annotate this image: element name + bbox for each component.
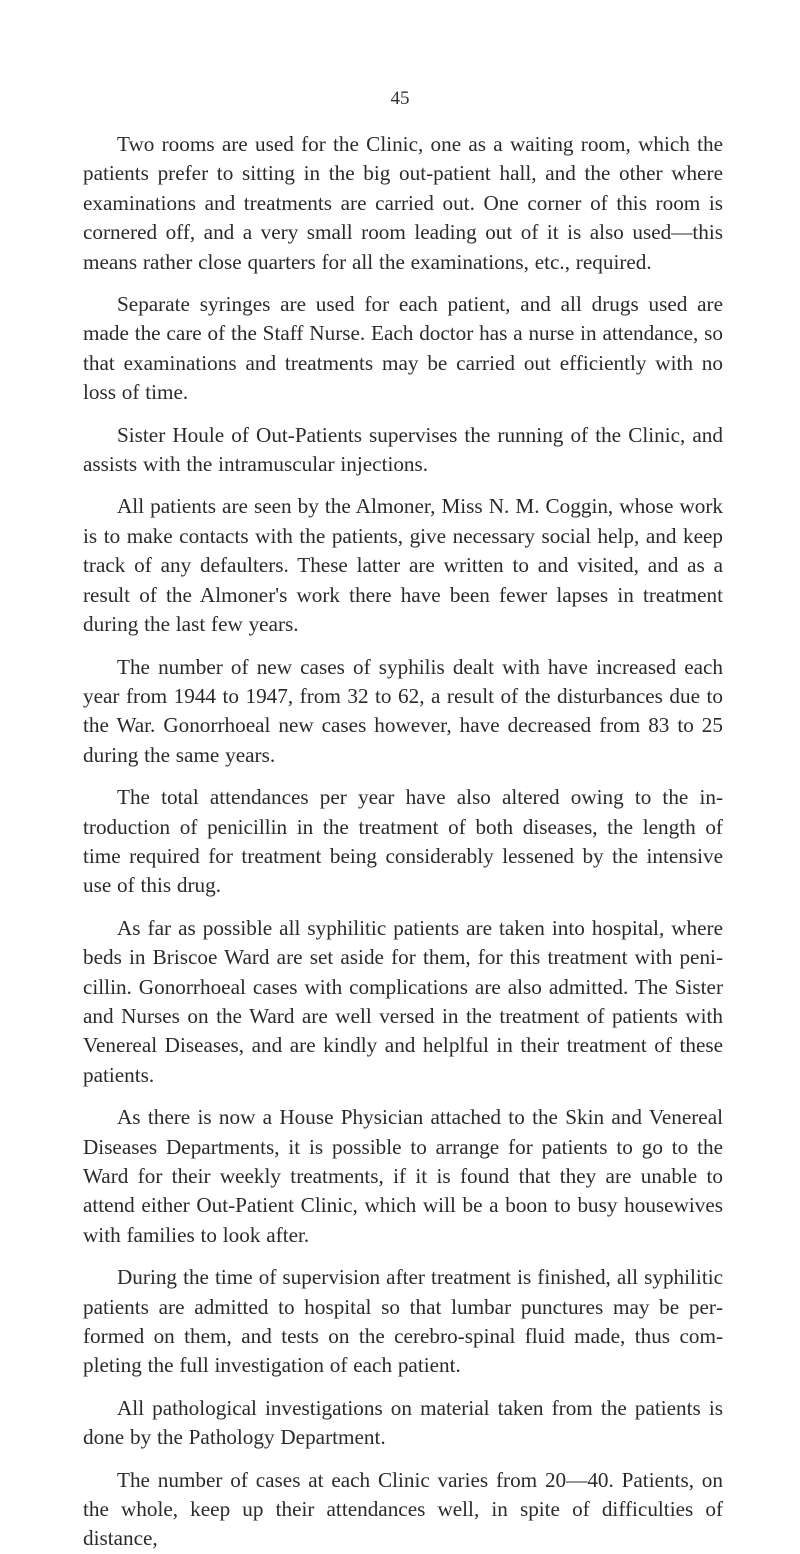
- paragraph-hospital-admission: As far as possible all syphilitic patients are taken into hospital, where beds in Briscoe Ward are set aside for them, for this treatment with penicillin. Gonorrhoeal cases with complications are also admitted. The Sister and Nurses on the Ward are well versed in the treatment of patients with Venereal Diseases, and are kindly and helplful in their treatment of these patients.: [83, 915, 723, 1087]
- paragraph-syringes: Separate syringes are used for each patient, and all drugs used are made the care of the Staff Nurse. Each doctor has a nurse in attendance, so that examinations and treatments may be carried out efficiently with no loss of time.: [83, 292, 723, 405]
- body-text: [83, 130, 723, 1554]
- paragraph-clinic-rooms: Two rooms are used for the Clinic, one as a waiting room, which the patients prefer to sitting in the big out-patient hall, and the other where examinations and treatments are carried out. One corner of this room is cornered off, and a very small room leading out of it is also used—this means rather close quarters for all the examinations, etc., required.: [83, 132, 723, 274]
- paragraph-clinic-numbers: The number of cases at each Clinic varies from 20—40. Patients, on the whole, keep up their attendances well, in spite of difficulties of distance,: [83, 1467, 723, 1551]
- paragraph-attendances: The total attendances per year have also altered owing to the introduction of penicillin in the treatment of both diseases, the length of time required for treatment being considerably lessened by the intensive use of this drug.: [83, 785, 723, 898]
- paragraph-house-physician: As there is now a House Physician attached to the Skin and Venereal Diseases Departments, it is possible to arrange for patients to go to the Ward for their weekly treatments, if it is found that they are unable to attend either Out-Patient Clinic, which will be a boon to busy housewives with families to look after.: [83, 1105, 723, 1247]
- paragraph-pathology: All pathological investigations on material taken from the patients is done by the Pathology Department.: [83, 1395, 723, 1450]
- paragraph-supervision: During the time of supervision after treatment is finished, all syphilitic patients are admitted to hospital so that lumbar punctures may be performed on them, and tests on the cerebro-spinal fluid made, thus completing the full investigation of each patient.: [83, 1265, 723, 1378]
- paragraph-almoner: All patients are seen by the Almoner, Miss N. M. Coggin, whose work is to make contacts with the patients, give necessary social help, and keep track of any defaulters. These latter are written to and visited, and as a result of the Almoner's work there have been fewer lapses in treatment during the last few years.: [83, 494, 723, 637]
- paragraph-new-cases: The number of new cases of syphilis dealt with have increased each year from 1944 to 1947, from 32 to 62, a result of the disturbances due to the War. Gonorrhoeal new cases however, have decreased from 83 to 25 during the same years.: [83, 654, 723, 767]
- page-number: 45: [390, 88, 410, 109]
- paragraph-sister-houle: Sister Houle of Out-Patients supervises the running of the Clinic, and assists with the intramuscular injections.: [83, 422, 723, 477]
